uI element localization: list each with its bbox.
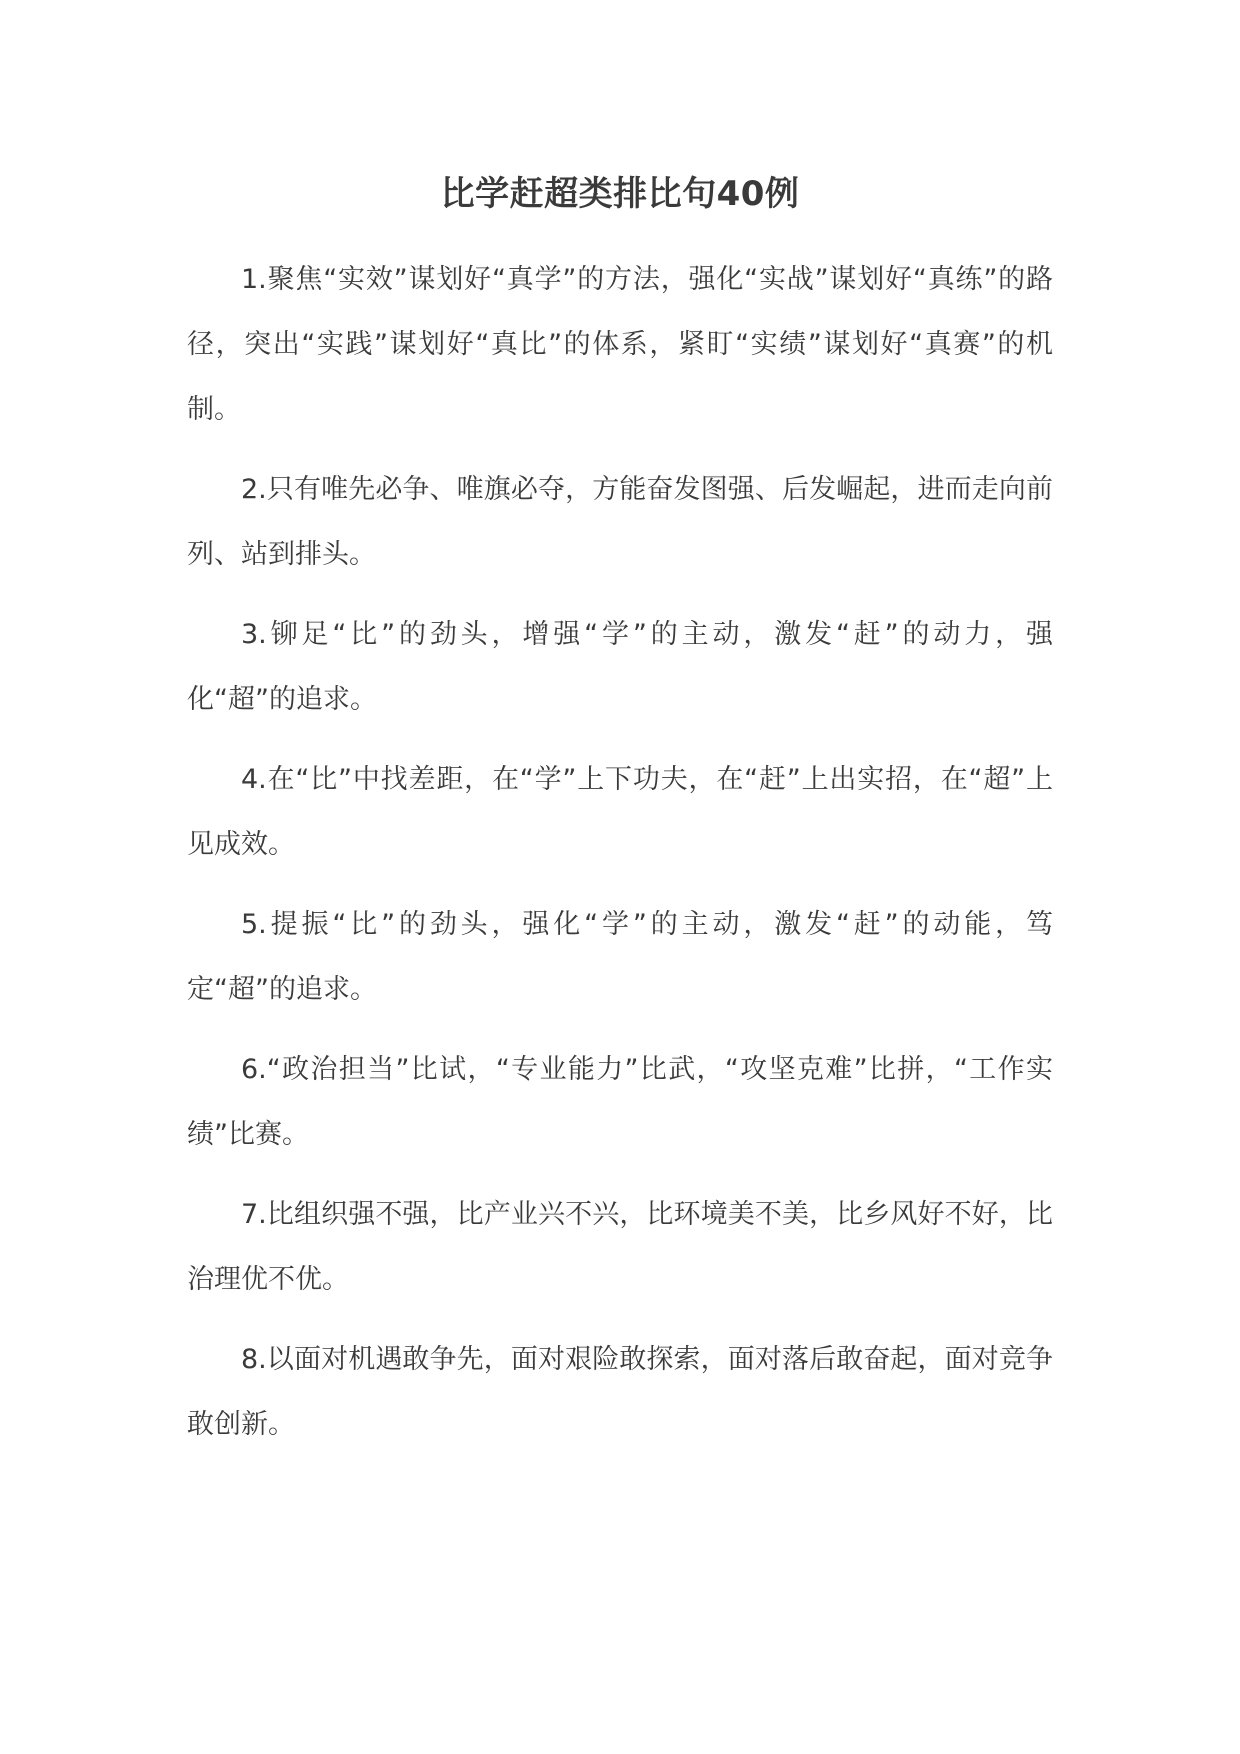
- paragraph-3: 3.铆足“比”的劲头，增强“学”的主动，激发“赶”的动力，强化“超”的追求。: [187, 619, 1053, 715]
- paragraph-1: 1.聚焦“实效”谋划好“真学”的方法，强化“实战”谋划好“真练”的路径，突出“实践”谋划好“真比”的体系，紧盯“实绩”谋划好“真赛”的机制。: [187, 264, 1053, 425]
- document-title: 比学赶超类排比句40例: [440, 174, 800, 214]
- paragraph-7: 7.比组织强不强，比产业兴不兴，比环境美不美，比乡风好不好，比治理优不优。: [187, 1199, 1053, 1295]
- paragraph-5: 5.提振“比”的劲头，强化“学”的主动，激发“赶”的动能，笃定“超”的追求。: [187, 909, 1053, 1005]
- document-body: [187, 247, 1053, 1472]
- paragraph-4: 4.在“比”中找差距，在“学”上下功夫，在“赶”上出实招，在“超”上见成效。: [187, 764, 1053, 860]
- paragraph-8: 8.以面对机遇敢争先，面对艰险敢探索，面对落后敢奋起，面对竞争敢创新。: [187, 1344, 1053, 1440]
- paragraph-6: 6.“政治担当”比试，“专业能力”比武，“攻坚克难”比拼，“工作实绩”比赛。: [187, 1054, 1053, 1150]
- paragraph-2: 2.只有唯先必争、唯旗必夺，方能奋发图强、后发崛起，进而走向前列、站到排头。: [187, 474, 1053, 570]
